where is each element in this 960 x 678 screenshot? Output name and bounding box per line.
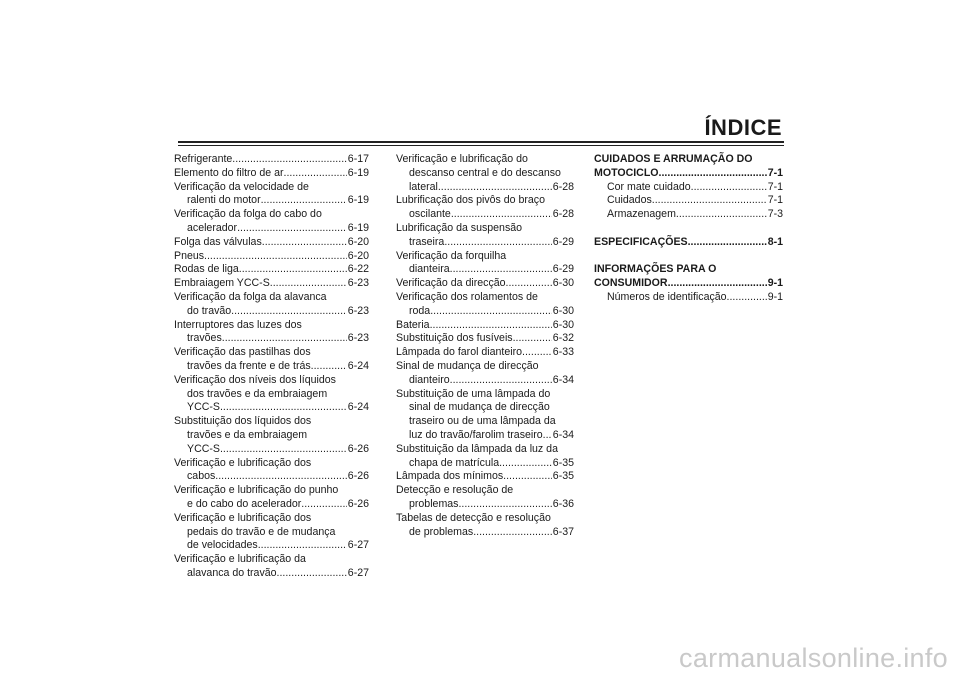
- page-number: 6-20: [347, 249, 369, 262]
- dot-leader: [444, 236, 551, 250]
- dot-leader: [261, 194, 347, 208]
- entry-text: Elemento do filtro de ar: [174, 166, 284, 179]
- index-section-heading[interactable]: [594, 263, 783, 291]
- page-number: 9-1: [767, 290, 783, 303]
- entry-text: roda: [409, 304, 431, 317]
- dot-leader: [231, 305, 347, 319]
- entry-text: Verificação e lubrificação do punho: [174, 484, 339, 497]
- index-entry[interactable]: [174, 319, 369, 347]
- entry-text: Verificação da direcção: [396, 277, 506, 290]
- dot-leader: [270, 277, 347, 291]
- dot-leader: [204, 250, 347, 264]
- dot-leader: [301, 498, 347, 512]
- entry-text: traseiro ou de uma lâmpada da: [409, 415, 556, 428]
- page-number: 7-1: [767, 166, 783, 179]
- entry-text: Verificação e lubrificação da: [174, 553, 306, 566]
- dot-leader: [239, 263, 347, 277]
- dot-leader: [659, 167, 767, 181]
- entry-text: Interruptores das luzes dos: [174, 318, 302, 331]
- entry-text: MOTOCICLO: [594, 166, 659, 179]
- dot-leader: [506, 277, 552, 291]
- entry-text: e do cabo do acelerador: [187, 497, 302, 510]
- entry-text: Bateria: [396, 318, 430, 331]
- index-entry[interactable]: [594, 194, 783, 208]
- index-entry[interactable]: [174, 291, 369, 319]
- entry-text: lateral: [409, 180, 438, 193]
- entry-text: Verificação da forquilha: [396, 249, 507, 262]
- dot-leader: [503, 470, 552, 484]
- page-number: 6-26: [347, 470, 369, 483]
- page-number: 6-26: [347, 442, 369, 455]
- entry-text: oscilante: [409, 208, 451, 221]
- entry-text: Lâmpada dos mínimos: [396, 470, 504, 483]
- entry-text: Armazenagem: [607, 208, 676, 221]
- index-section-heading[interactable]: [594, 153, 783, 181]
- entry-text: travões da frente e de trás: [187, 359, 311, 372]
- page-number: 6-19: [347, 166, 369, 179]
- page-number: 6-35: [552, 456, 574, 469]
- dot-leader: [458, 498, 551, 512]
- page-number: 6-17: [347, 153, 369, 165]
- dot-leader: [215, 470, 347, 484]
- entry-text: Verificação e lubrificação do: [396, 153, 528, 165]
- entry-text: Lâmpada do farol dianteiro: [396, 346, 523, 359]
- dot-leader: [430, 305, 552, 319]
- dot-leader: [220, 443, 347, 457]
- entry-text: Cor mate cuidado: [607, 180, 691, 193]
- dot-leader: [284, 167, 347, 181]
- entry-text: Detecção e resolução de: [396, 484, 514, 497]
- entry-text: Embraiagem YCC-S: [174, 277, 270, 290]
- index-entry[interactable]: [396, 512, 574, 540]
- entry-text: Tabelas de detecção e resolução: [396, 511, 551, 524]
- entry-text: Verificação dos níveis dos líquidos: [174, 373, 336, 386]
- entry-text: Verificação dos rolamentos de: [396, 290, 538, 303]
- index-entry[interactable]: [396, 194, 574, 222]
- index-entry[interactable]: [396, 153, 574, 194]
- entry-text: acelerador: [187, 221, 238, 234]
- header-rule-thin: [178, 145, 784, 146]
- entry-text: Refrigerante: [174, 153, 233, 165]
- entry-text: Substituição da lâmpada da luz da: [396, 442, 558, 455]
- index-entry[interactable]: [396, 250, 574, 278]
- dot-leader: [668, 277, 767, 291]
- index-entry[interactable]: [174, 512, 369, 553]
- page-number: 6-29: [552, 235, 574, 248]
- entry-text: INFORMAÇÕES PARA O: [594, 263, 717, 276]
- dot-leader: [691, 181, 767, 195]
- page-number: 6-19: [347, 194, 369, 207]
- entry-text: problemas: [409, 497, 459, 510]
- page-number: 6-24: [347, 401, 369, 414]
- index-entry[interactable]: [594, 291, 783, 305]
- index-entry[interactable]: [174, 374, 369, 415]
- page-number: 6-37: [552, 525, 574, 538]
- page-number: 6-26: [347, 497, 369, 510]
- dot-leader: [451, 208, 552, 222]
- page-number: 6-33: [552, 346, 574, 359]
- page-number: 6-28: [552, 180, 574, 193]
- dot-leader: [473, 526, 552, 540]
- dot-leader: [513, 332, 552, 346]
- page-number: 6-27: [347, 539, 369, 552]
- index-entry[interactable]: [174, 250, 369, 264]
- entry-text: ralenti do motor: [187, 194, 261, 207]
- index-entry[interactable]: [396, 332, 574, 346]
- entry-text: Lubrificação da suspensão: [396, 221, 523, 234]
- entry-text: descanso central e do descanso: [409, 166, 561, 179]
- dot-leader: [430, 319, 552, 333]
- dot-leader: [237, 222, 347, 236]
- dot-leader: [450, 263, 552, 277]
- dot-leader: [676, 208, 767, 222]
- dot-leader: [438, 181, 552, 195]
- page-number: 6-34: [552, 428, 574, 441]
- dot-leader: [232, 153, 347, 167]
- dot-leader: [450, 374, 552, 388]
- dot-leader: [277, 567, 347, 581]
- entry-text: chapa de matrícula: [409, 456, 500, 469]
- entry-text: Rodas de liga: [174, 263, 239, 276]
- header-rule-thick: [178, 141, 784, 143]
- entry-text: travões: [187, 332, 222, 345]
- dot-leader: [258, 539, 347, 553]
- index-entry[interactable]: [174, 553, 369, 581]
- page-number: 7-1: [767, 180, 783, 193]
- index-entry[interactable]: [174, 484, 369, 512]
- page-number: 6-36: [552, 497, 574, 510]
- entry-text: Sinal de mudança de direcção: [396, 359, 539, 372]
- dot-leader: [311, 360, 347, 374]
- entry-text: de problemas: [409, 525, 474, 538]
- index-entry[interactable]: [396, 470, 574, 484]
- entry-text: Verificação e lubrificação dos: [174, 511, 312, 524]
- index-entry[interactable]: [396, 484, 574, 512]
- entry-text: Cuidados: [607, 194, 652, 207]
- entry-text: YCC-S: [187, 401, 220, 414]
- dot-leader: [688, 236, 767, 250]
- index-column-1: [174, 153, 369, 581]
- index-entry[interactable]: [174, 236, 369, 250]
- index-entry[interactable]: [594, 181, 783, 195]
- entry-text: Verificação da folga da alavanca: [174, 290, 327, 303]
- page-number: 9-1: [767, 277, 783, 290]
- index-entry[interactable]: [396, 360, 574, 388]
- entry-text: traseira: [409, 235, 445, 248]
- entry-text: Verificação da velocidade de: [174, 180, 309, 193]
- index-entry[interactable]: [174, 263, 369, 277]
- entry-text: CUIDADOS E ARRUMAÇÃO DO: [594, 153, 753, 165]
- page-number: 6-23: [347, 332, 369, 345]
- index-entry[interactable]: [174, 167, 369, 181]
- index-entry[interactable]: [396, 346, 574, 360]
- page-number: 6-32: [552, 332, 574, 345]
- entry-text: Substituição de uma lâmpada do: [396, 387, 551, 400]
- page-number: 6-34: [552, 373, 574, 386]
- entry-text: Substituição dos líquidos dos: [174, 415, 312, 428]
- entry-text: Lubrificação dos pivôs do braço: [396, 194, 545, 207]
- entry-text: luz do travão/farolim traseiro: [409, 428, 543, 441]
- page-number: 6-24: [347, 359, 369, 372]
- entry-text: pedais do travão e de mudança: [187, 525, 336, 538]
- entry-text: do travão: [187, 304, 232, 317]
- page-number: 6-30: [552, 318, 574, 331]
- dot-leader: [262, 236, 347, 250]
- index-entry[interactable]: [174, 153, 369, 167]
- page-number: 6-27: [347, 566, 369, 579]
- index-entry[interactable]: [174, 277, 369, 291]
- page-number: 7-3: [767, 208, 783, 221]
- page-number: 6-23: [347, 277, 369, 290]
- entry-text: dianteira: [409, 263, 450, 276]
- entry-text: de velocidades: [187, 539, 258, 552]
- index-entry[interactable]: [174, 346, 369, 374]
- entry-text: ESPECIFICAÇÕES: [594, 235, 688, 248]
- index-column-3: [594, 153, 783, 305]
- entry-text: Números de identificação: [607, 290, 727, 303]
- page-number: 6-22: [347, 263, 369, 276]
- index-section-heading[interactable]: [594, 236, 783, 250]
- index-entry[interactable]: [174, 415, 369, 456]
- index-entry[interactable]: [396, 277, 574, 291]
- page-number: 6-30: [552, 304, 574, 317]
- dot-leader: [220, 401, 347, 415]
- index-entry[interactable]: [396, 291, 574, 319]
- index-entry[interactable]: [594, 208, 783, 222]
- index-column-2: [396, 153, 574, 539]
- entry-text: Verificação e lubrificação dos: [174, 456, 312, 469]
- entry-text: Pneus: [174, 249, 205, 262]
- page-number: 6-20: [347, 235, 369, 248]
- dot-leader: [222, 332, 347, 346]
- dot-leader: [543, 429, 552, 443]
- entry-text: dos travões e da embraiagem: [187, 387, 328, 400]
- entry-text: Verificação das pastilhas dos: [174, 346, 311, 359]
- index-entry[interactable]: [396, 319, 574, 333]
- dot-leader: [727, 291, 767, 305]
- entry-text: dianteiro: [409, 373, 450, 386]
- entry-text: travões e da embraiagem: [187, 428, 308, 441]
- page-number: 6-19: [347, 221, 369, 234]
- page-number: 6-30: [552, 277, 574, 290]
- page-number: 6-23: [347, 304, 369, 317]
- entry-text: CONSUMIDOR: [594, 277, 668, 290]
- dot-leader: [522, 346, 552, 360]
- page-number: 6-29: [552, 263, 574, 276]
- entry-text: sinal de mudança de direcção: [409, 401, 550, 414]
- index-entry[interactable]: [174, 208, 369, 236]
- entry-text: cabos: [187, 470, 216, 483]
- page-number: 6-35: [552, 470, 574, 483]
- entry-text: Substituição dos fusíveis: [396, 332, 513, 345]
- entry-text: Folga das válvulas: [174, 235, 262, 248]
- dot-leader: [499, 457, 552, 471]
- page-number: 7-1: [767, 194, 783, 207]
- page-number: 8-1: [767, 235, 783, 248]
- index-entry[interactable]: [396, 388, 574, 443]
- index-entry[interactable]: [396, 222, 574, 250]
- entry-text: alavanca do travão: [187, 566, 277, 579]
- entry-text: Verificação da folga do cabo do: [174, 208, 322, 221]
- index-entry[interactable]: [174, 457, 369, 485]
- dot-leader: [652, 194, 767, 208]
- index-entry[interactable]: [396, 443, 574, 471]
- page-number: 6-28: [552, 208, 574, 221]
- watermark: carmanualsonline.info: [679, 643, 948, 673]
- entry-text: YCC-S: [187, 442, 220, 455]
- index-entry[interactable]: [174, 181, 369, 209]
- page-title: ÍNDICE: [704, 115, 782, 140]
